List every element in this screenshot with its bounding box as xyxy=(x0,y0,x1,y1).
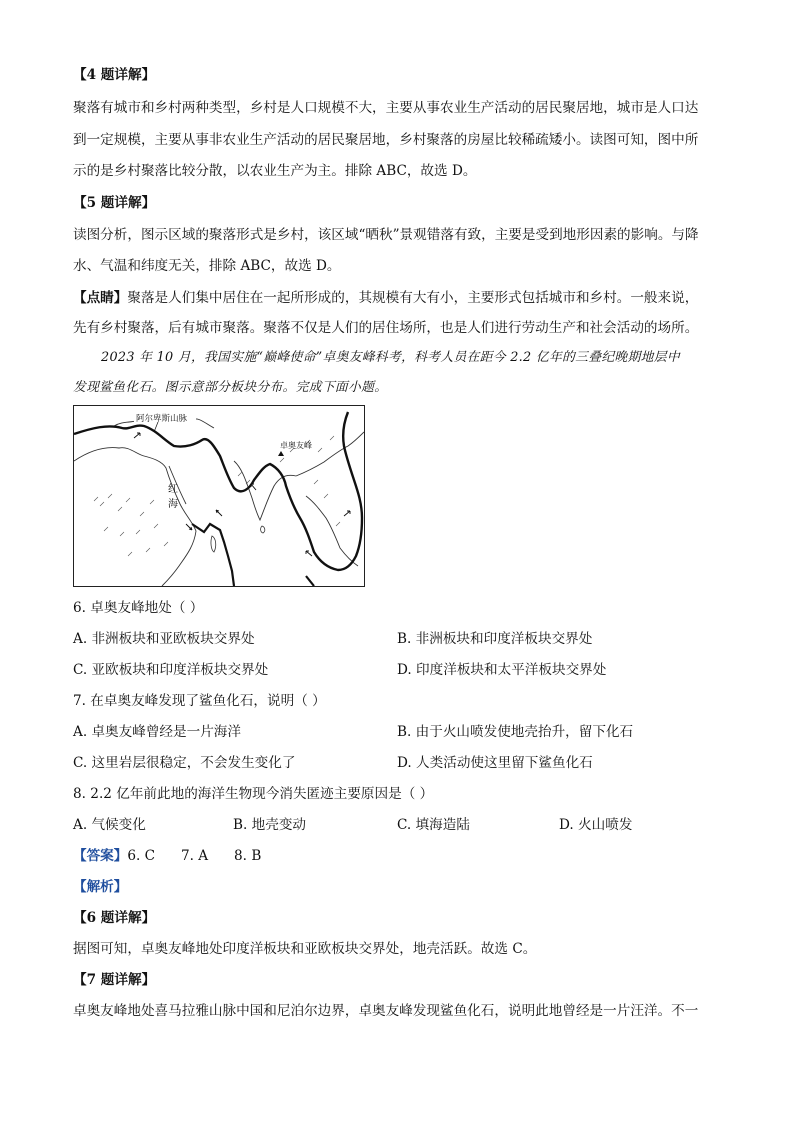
plate-map xyxy=(73,405,365,587)
q5-line-2: 水、气温和纬度无关，排除 ABC，故选 D。 xyxy=(73,258,341,274)
map-hatching xyxy=(94,436,340,556)
analysis-label: 【解析】 xyxy=(73,879,128,895)
plate-boundary-ridge xyxy=(192,524,234,586)
q5-line-1: 读图分析，图示区域的聚落形式是乡村，该区域“晒秋”景观错落有致，主要是受到地形因素的影响。与降 xyxy=(73,227,699,243)
plate-map-svg xyxy=(74,406,364,586)
intro-line-2: 发现鲨鱼化石。图示意部分板块分布。完成下面小题。 xyxy=(73,380,388,395)
q7-option-b[interactable]: B. 由于火山喷发使地壳抬升，留下化石 xyxy=(397,724,634,740)
sea-asia-coast xyxy=(306,496,358,566)
q6-option-b[interactable]: B. 非洲板块和印度洋板块交界处 xyxy=(397,631,593,647)
q7-explanation: 卓奥友峰地处喜马拉雅山脉中国和尼泊尔边界，卓奥友峰发现鲨鱼化石，说明此地曾经是一片汪洋。不一 xyxy=(73,1003,699,1019)
q4-line-1: 聚落有城市和乡村两种类型，乡村是人口规模不大，主要从事农业生产活动的居民聚居地，城市是人口达 xyxy=(73,100,699,116)
sri-lanka xyxy=(261,526,265,533)
q8-option-c[interactable]: C. 填海造陆 xyxy=(397,817,470,833)
q8-option-a[interactable]: A. 气候变化 xyxy=(73,817,146,833)
dianjing-line-2: 先有乡村聚落，后有城市聚落。聚落不仅是人们的居住场所，也是人们进行劳动生产和社会活动的场所。 xyxy=(73,320,699,336)
q7-stem: 7. 在卓奥友峰发现了鲨鱼化石，说明（ ） xyxy=(73,693,326,709)
q4-line-2: 到一定规模，主要从事非农业生产活动的居民聚居地，乡村聚落的房屋比较稀疏矮小。读图可知，图中所 xyxy=(73,132,699,148)
q5-heading: 【5 题详解】 xyxy=(73,195,156,211)
intro-line-1: 2023 年 10 月，我国实施“巅峰使命”卓奥友峰科考，科考人员在距今 2.2 亿年的三叠纪晚期地层中 xyxy=(101,350,680,365)
cho-oyu-label: 卓奥友峰 xyxy=(280,441,312,450)
q7-option-d[interactable]: D. 人类活动使这里留下鲨鱼化石 xyxy=(397,755,593,771)
answer-label: 【答案】 xyxy=(73,848,128,864)
africa-coast xyxy=(74,448,196,586)
q6-stem: 6. 卓奥友峰地处（ ） xyxy=(73,600,204,616)
plate-boundary-north xyxy=(74,412,362,570)
cho-oyu-marker xyxy=(278,451,284,456)
q4-line-3: 示的是乡村聚落比较分散，以农业生产为主。排除 ABC，故选 D。 xyxy=(73,163,477,179)
q7-heading: 【7 题详解】 xyxy=(73,972,156,988)
answer-line xyxy=(73,846,261,866)
answer-text: 6. C 7. A 8. B xyxy=(127,848,262,864)
dianjing-line-1 xyxy=(73,288,698,308)
dianjing-text-1: 聚落是人们集中居住在一起所形成的，其规模有大有小，主要形式包括城市和乡村。一般来说， xyxy=(127,290,699,306)
madagascar xyxy=(211,536,216,552)
red-sea-label-1: 红 xyxy=(168,484,178,495)
dianjing-label: 【点睛】 xyxy=(73,290,128,306)
q6-heading: 【6 题详解】 xyxy=(73,910,156,926)
q6-option-a[interactable]: A. 非洲板块和亚欧板块交界处 xyxy=(73,631,255,647)
q7-option-c[interactable]: C. 这里岩层很稳定，不会发生变化了 xyxy=(73,755,296,771)
q6-option-d[interactable]: D. 印度洋板块和太平洋板块交界处 xyxy=(397,662,607,678)
q4-heading: 【4 题详解】 xyxy=(73,67,156,83)
q8-option-b[interactable]: B. 地壳变动 xyxy=(233,817,307,833)
red-sea-label-2: 海 xyxy=(168,499,178,510)
plate-arrows xyxy=(134,433,350,556)
q8-stem: 8. 2.2 亿年前此地的海洋生物现今消失匿迹主要原因是（ ） xyxy=(73,786,434,802)
q6-explanation: 据图可知，卓奥友峰地处印度洋板块和亚欧板块交界处，地壳活跃。故选 C。 xyxy=(73,941,537,957)
plate-boundary-east xyxy=(306,576,314,586)
q7-option-a[interactable]: A. 卓奥友峰曾经是一片海洋 xyxy=(73,724,241,740)
asia-coast xyxy=(296,432,364,476)
q6-option-c[interactable]: C. 亚欧板块和印度洋板块交界处 xyxy=(73,662,269,678)
alps-label: 阿尔卑斯山脉 xyxy=(136,414,188,424)
q8-option-d[interactable]: D. 火山喷发 xyxy=(559,817,633,833)
